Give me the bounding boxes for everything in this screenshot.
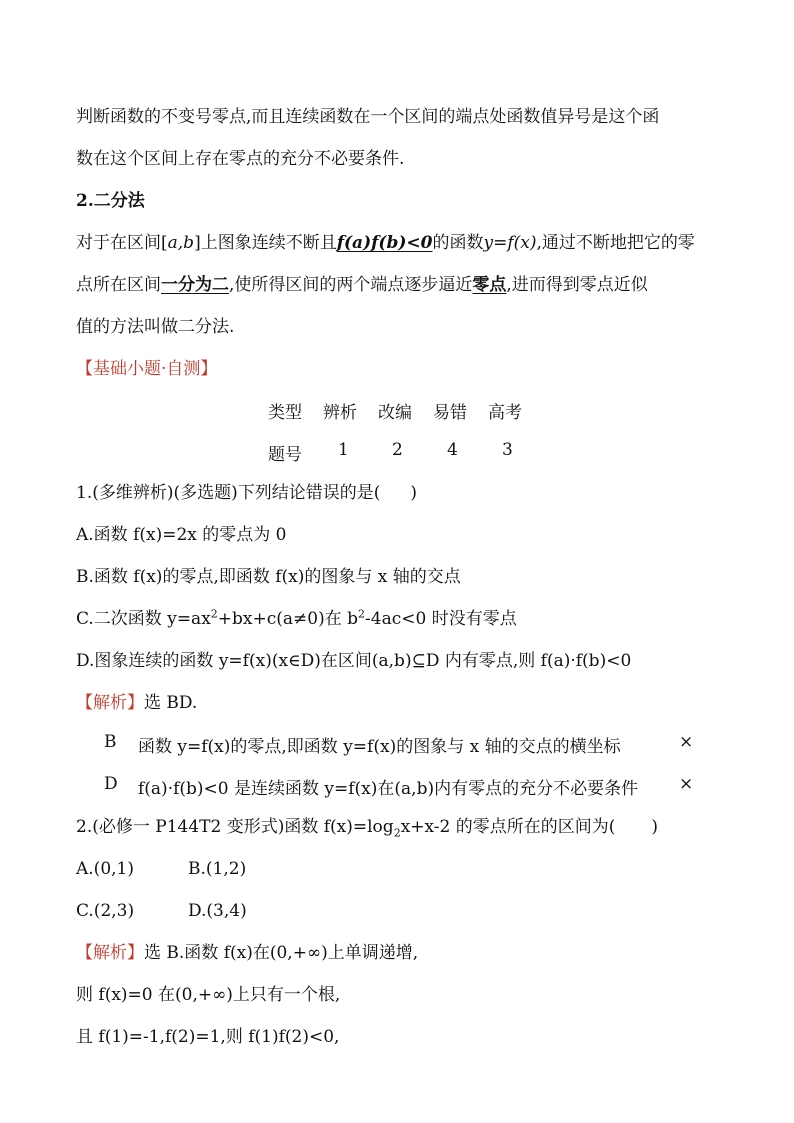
text: -4ac<0 时没有零点 bbox=[365, 609, 517, 629]
superscript: 2 bbox=[358, 607, 366, 621]
text: 1.(多维辨析)(多选题)下列结论错误的是( bbox=[76, 483, 381, 503]
text: ) bbox=[651, 817, 659, 837]
text: ]上图象连续不断且 bbox=[194, 233, 337, 253]
table-cell: 题号 bbox=[268, 445, 302, 465]
text: y=f(x) bbox=[483, 233, 537, 253]
options-row bbox=[76, 858, 246, 880]
option-b: B.函数 f(x)的零点,即函数 f(x)的图象与 x 轴的交点 bbox=[76, 567, 461, 587]
option-c bbox=[76, 608, 517, 630]
text: +bx+c(a≠0)在 b bbox=[217, 609, 359, 629]
table-header-cell: 易错 bbox=[433, 403, 467, 423]
question-stem bbox=[76, 816, 658, 838]
paragraph-line: 判断函数的不变号零点,而且连续函数在一个区间的端点处函数值异号是这个函 bbox=[76, 107, 660, 127]
paragraph-line bbox=[76, 274, 648, 296]
paragraph-line: 值的方法叫做二分法. bbox=[76, 317, 235, 337]
text: ,进而得到零点近似 bbox=[506, 275, 648, 295]
wrong-mark: × bbox=[679, 774, 694, 794]
option-d: D.图象连续的函数 y=f(x)(x∈D)在区间(a,b)⊆D 内有零点,则 f(a)·f(b)<0 bbox=[76, 651, 632, 671]
table-header-cell: 类型 bbox=[268, 403, 302, 423]
text: x+x-2 的零点所在的区间为( bbox=[400, 817, 616, 837]
table-header-cell: 辨析 bbox=[323, 403, 357, 423]
table-header-cell: 改编 bbox=[378, 403, 412, 423]
text: a,b bbox=[167, 233, 195, 253]
answer-blank: f(a)f(b)<0 bbox=[336, 233, 433, 253]
analysis-line: 且 f(1)=-1,f(2)=1,则 f(1)f(2)<0, bbox=[76, 1027, 340, 1047]
table-cell: 4 bbox=[447, 440, 458, 460]
text: 点所在区间 bbox=[76, 275, 161, 295]
superscript: 2 bbox=[210, 607, 218, 621]
analysis-option: D bbox=[104, 774, 118, 794]
analysis-reason: 函数 y=f(x)的零点,即函数 y=f(x)的图象与 x 轴的交点的横坐标 bbox=[138, 737, 621, 757]
table-cell: 3 bbox=[502, 440, 513, 460]
table-header-cell: 高考 bbox=[488, 403, 522, 423]
analysis-line bbox=[76, 692, 197, 714]
option-c: C.(2,3) bbox=[76, 901, 135, 921]
table-cell: 2 bbox=[392, 440, 403, 460]
wrong-mark: × bbox=[679, 732, 694, 752]
option-a: A.(0,1) bbox=[76, 859, 134, 879]
section-label: 【基础小题·自测】 bbox=[76, 359, 218, 379]
question-stem bbox=[76, 482, 417, 504]
option-d: D.(3,4) bbox=[188, 901, 247, 921]
text: ,通过不断地把它的零 bbox=[536, 233, 695, 253]
option-b: B.(1,2) bbox=[188, 859, 247, 879]
text: C.二次函数 y=ax bbox=[76, 609, 211, 629]
analysis-option: B bbox=[104, 732, 117, 752]
options-row bbox=[76, 900, 247, 922]
text: ,使所得区间的两个端点逐步逼近 bbox=[229, 275, 473, 295]
section-title: 2.二分法 bbox=[76, 191, 145, 211]
text: 选 BD. bbox=[144, 693, 198, 713]
paragraph-line: 数在这个区间上存在零点的充分不必要条件. bbox=[76, 149, 405, 169]
text: 对于在区间[ bbox=[76, 233, 168, 253]
paragraph-line bbox=[76, 232, 695, 254]
analysis-label: 【解析】 bbox=[76, 943, 144, 963]
text: 的函数 bbox=[432, 233, 484, 253]
text: 2.(必修一 P144T2 变形式)函数 f(x)=log bbox=[76, 817, 394, 837]
table-cell: 1 bbox=[338, 440, 349, 460]
analysis-line: 则 f(x)=0 在(0,+∞)上只有一个根, bbox=[76, 985, 341, 1005]
analysis-line bbox=[76, 942, 418, 964]
option-a: A.函数 f(x)=2x 的零点为 0 bbox=[76, 525, 287, 545]
answer-blank: 一分为二 bbox=[161, 275, 229, 295]
text: ) bbox=[410, 483, 418, 503]
text: 选 B.函数 f(x)在(0,+∞)上单调递增, bbox=[144, 943, 419, 963]
analysis-reason: f(a)·f(b)<0 是连续函数 y=f(x)在(a,b)内有零点的充分不必要条件 bbox=[138, 779, 639, 799]
answer-blank: 零点 bbox=[472, 275, 507, 295]
analysis-label: 【解析】 bbox=[76, 693, 144, 713]
subscript: 2 bbox=[393, 826, 401, 840]
